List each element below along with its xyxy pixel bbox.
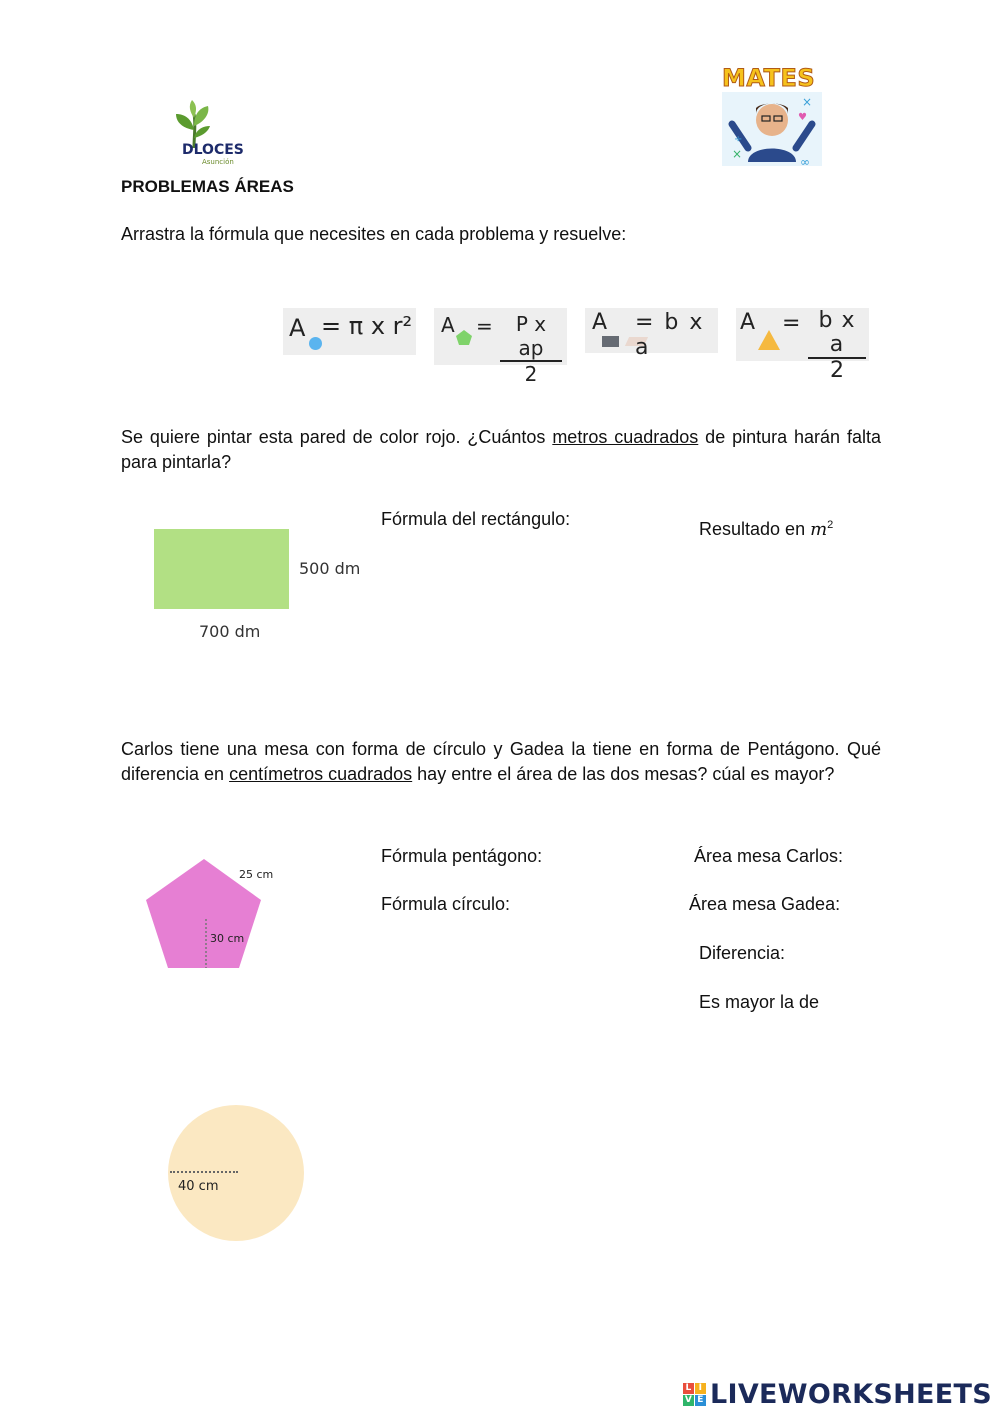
result-label-text: Resultado en <box>699 519 806 539</box>
liveworksheets-logo[interactable] <box>683 1374 992 1414</box>
formula-equals: = <box>782 311 801 336</box>
circle-formula-label: Fórmula círculo: <box>381 894 511 914</box>
formula-card-circle[interactable] <box>283 308 416 355</box>
pentagon-side-label: 25 cm <box>239 868 274 881</box>
fraction-denominator: 2 <box>524 362 538 386</box>
result-label <box>699 513 833 542</box>
formula-a: A <box>289 314 306 342</box>
difference-label: Diferencia: <box>699 943 786 963</box>
formula-a: A <box>740 310 756 335</box>
live-letter: E <box>695 1395 706 1406</box>
problem2-underlined: centímetros cuadrados <box>229 764 413 784</box>
problem1-statement <box>121 425 881 475</box>
fraction-numerator: P x ap <box>500 312 562 362</box>
problem2-statement <box>121 737 881 787</box>
result-unit: m <box>810 519 828 540</box>
pentagon-apothem-label: 30 cm <box>210 932 245 945</box>
rectangle-width-label: 700 dm <box>199 622 261 641</box>
school-logo <box>168 100 248 170</box>
formula-equals: = <box>476 314 493 338</box>
formula-expression: = π x r² <box>321 312 413 340</box>
page-title: PROBLEMAS ÁREAS <box>121 177 294 196</box>
live-letter: L <box>683 1383 694 1394</box>
school-logo-name: DLOCES <box>182 142 244 158</box>
circle-radius-line <box>170 1171 238 1173</box>
formula-expression: = b x a <box>635 310 705 360</box>
greater-label: Es mayor la de <box>699 992 820 1012</box>
live-box-icon <box>683 1383 706 1406</box>
svg-text:÷: ÷ <box>734 134 743 145</box>
formula-card-pentagon[interactable] <box>434 308 567 386</box>
live-letter: I <box>695 1383 706 1394</box>
fraction-numerator: b x a <box>808 309 866 359</box>
fraction-denominator: 2 <box>830 358 844 383</box>
rectangle-height-label: 500 dm <box>299 559 361 578</box>
rectangle-formula-label: Fórmula del rectángulo: <box>381 509 571 529</box>
problem1-text-after: de pintura harán falta para pintarla? <box>121 427 881 472</box>
triangle-icon <box>758 330 780 350</box>
mates-logo <box>718 62 826 170</box>
problem1-text-before: Se quiere pintar esta pared de color rojo. ¿Cuántos <box>121 427 553 447</box>
pentagon-icon <box>456 330 472 345</box>
problem1-underlined: metros cuadrados <box>552 427 699 447</box>
liveworksheets-brand-text: LIVEWORKSHEETS <box>709 1378 992 1410</box>
rectangle-icon <box>602 336 619 347</box>
formula-a: A <box>592 310 608 335</box>
formula-fraction <box>808 309 866 383</box>
result-exponent: 2 <box>827 519 834 531</box>
problem2-text-after: hay entre el área de las dos mesas? cúal es mayor? <box>412 764 835 784</box>
school-logo-sub: Asunción <box>202 158 234 166</box>
live-letter: V <box>684 1395 693 1405</box>
formula-a: A <box>441 313 455 337</box>
formula-fraction <box>500 312 562 386</box>
area-carlos-label: Área mesa Carlos: <box>694 846 844 866</box>
circle-table <box>168 1105 304 1241</box>
svg-text:∞: ∞ <box>800 155 810 169</box>
formula-card-rectangle[interactable] <box>585 308 718 360</box>
problem2-text-before: Carlos tiene una mesa con forma de círculo y Gadea la tiene en forma de Pentágono. Qué diferencia en <box>121 739 881 784</box>
mates-logo-text: MATES <box>722 64 816 92</box>
wall-rectangle <box>154 529 289 609</box>
instruction-text: Arrastra la fórmula que necesites en cada problema y resuelve: <box>121 224 627 244</box>
formula-card-triangle[interactable] <box>736 308 869 383</box>
pentagon-formula-label: Fórmula pentágono: <box>381 846 543 866</box>
area-gadea-label: Área mesa Gadea: <box>689 894 841 914</box>
svg-text:×: × <box>732 147 743 161</box>
svg-text:♥: ♥ <box>798 112 807 123</box>
circle-radius-label: 40 cm <box>178 1179 219 1194</box>
svg-text:×: × <box>802 95 813 109</box>
